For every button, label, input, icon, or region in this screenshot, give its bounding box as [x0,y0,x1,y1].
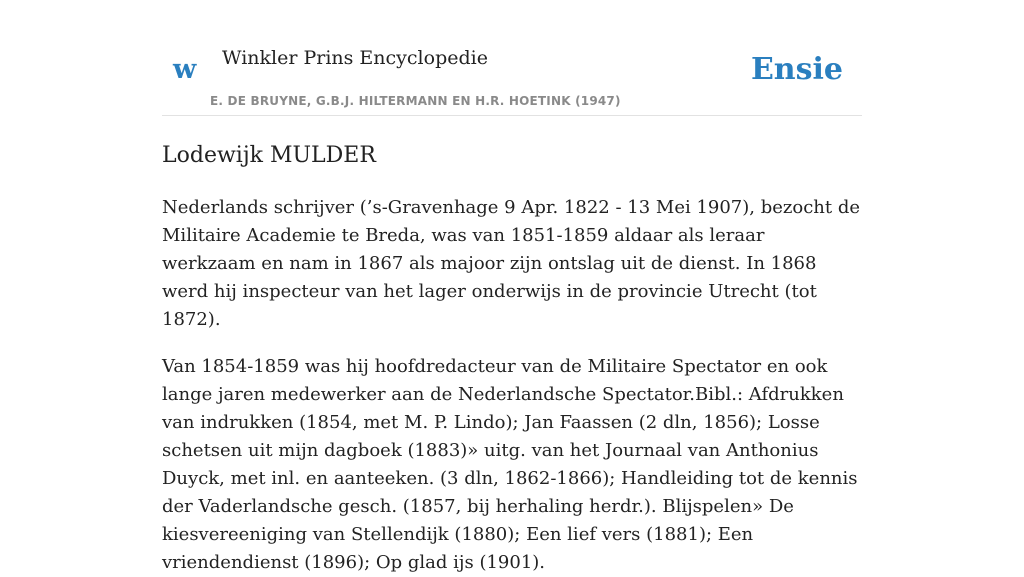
article-paragraph: Nederlands schrijver (’s-Gravenhage 9 Apr. 1822 - 13 Mei 1907), bezocht de Militaire Academie te Breda, was van 1851-1859 aldaar als leraar werkzaam en nam in 1867 als majoor zijn ontslag uit de dienst. In 1868 werd hij inspecteur van het lager onderwijs in de provincie Utrecht (tot 1872). [162,197,861,330]
source-title[interactable]: Winkler Prins Encyclopedie [222,47,488,69]
brand-logo[interactable]: Ensie [750,52,843,87]
page [162,0,862,577]
article [162,140,862,577]
source-header [162,0,862,116]
source-logo-icon[interactable]: w [173,54,197,85]
article-paragraph: Van 1854-1859 was hij hoofdredacteur van de Militaire Spectator en ook lange jaren medewerker aan de Nederlandsche Spectator.Bibl.: Afdrukken van indrukken (1854, met M. P. Lindo); Jan Faassen (2 dln, 1856); Losse schetsen uit mijn dagboek (1883)» uitg. van het Journaal van Anthonius Duyck, met inl. en aanteeken. (3 dln, 1862-1866); Handleiding tot de kennis der Vaderlandsche gesch. (1857, bij herhaling herdr.). Blijspelen» De kiesvereeniging van Stellendijk (1880); Een lief vers (1881); Een vriendendienst (1896); Op glad ijs (1901). [162,356,858,573]
page-title: Lodewijk MULDER [162,143,376,168]
source-authors: E. DE BRUYNE, G.B.J. HILTERMANN EN H.R. HOETINK (1947) [210,94,621,108]
